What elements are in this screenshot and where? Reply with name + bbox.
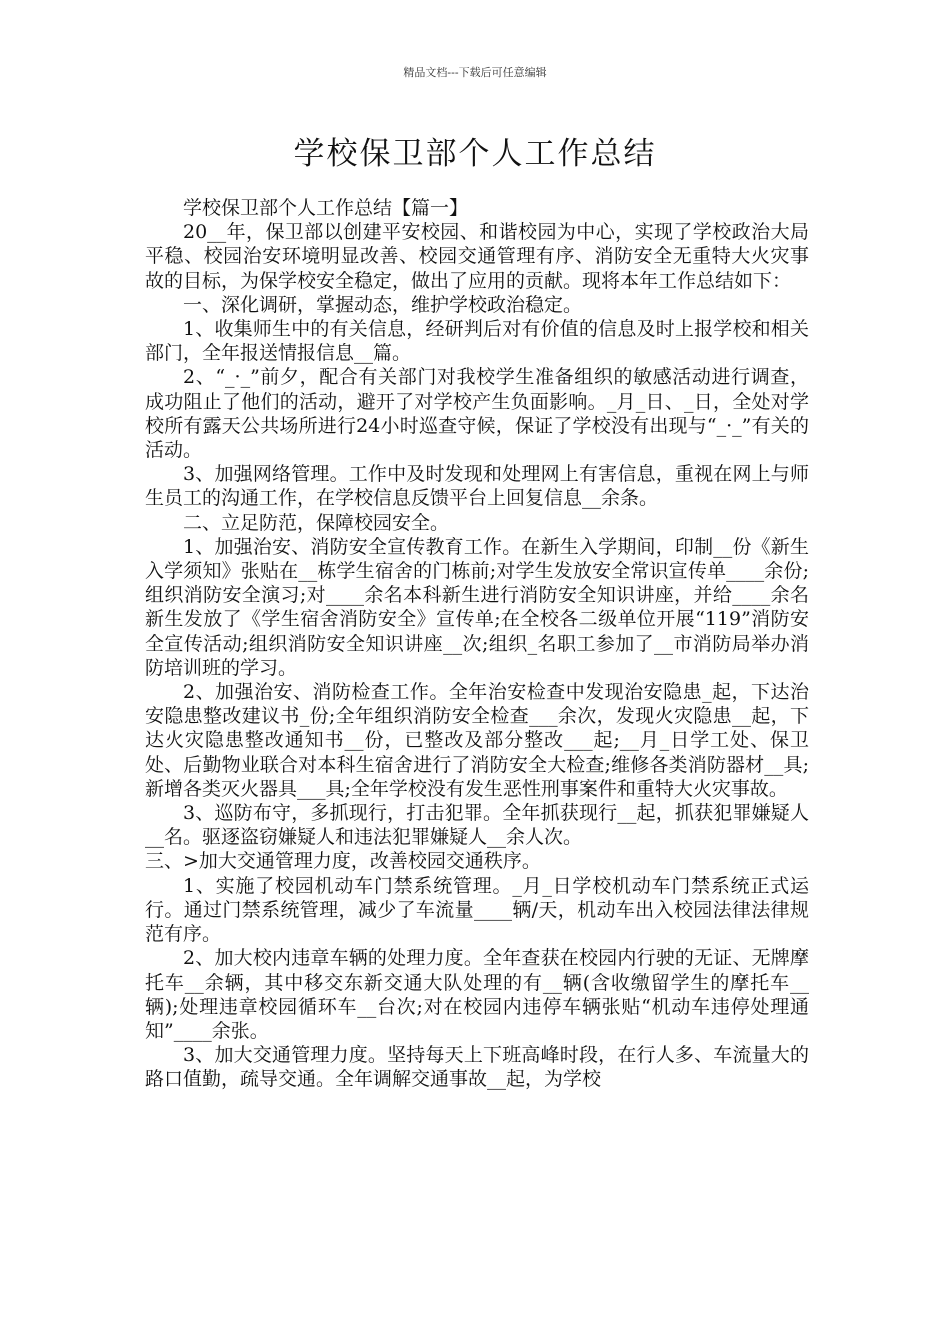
header-note: 精品文档---下载后可任意编辑: [403, 66, 547, 79]
body-paragraph: 3、巡防布守，多抓现行，打击犯罪。全年抓获现行__起，抓获犯罪嫌疑人__名。驱逐盗窃嫌疑人和违法犯罪嫌疑人__余人次。: [145, 802, 809, 849]
body-paragraph: 1、收集师生中的有关信息，经研判后对有价值的信息及时上报学校和相关部门，全年报送情报信息__篇。: [145, 318, 809, 365]
body-paragraph: 3、加强网络管理。工作中及时发现和处理网上有害信息，重视在网上与师生员工的沟通工作，在学校信息反馈平台上回复信息__余条。: [145, 463, 809, 510]
body-paragraph: 2、“_·_”前夕，配合有关部门对我校学生准备组织的敏感活动进行调查，成功阻止了他们的活动，避开了对学校产生负面影响。_月_日、_日，全处对学校所有露天公共场所进行24小时巡查守候，保证了学校没有出现与“_·_”有关的活动。: [145, 366, 809, 462]
section-heading: 一、深化调研，掌握动态，维护学校政治稳定。: [183, 293, 583, 316]
body-paragraph: 2、加大校内违章车辆的处理力度。全年查获在校园内行驶的无证、无牌摩托车__余辆，其中移交东新交通大队处理的有__辆(含收缴留学生的摩托车__辆);处理违章校园循环车__台次;对在校园内违停车辆张贴“机动车违停处理通知”____余张。: [145, 947, 809, 1042]
body-paragraph: 1、实施了校园机动车门禁系统管理。_月_日学校机动车门禁系统正式运行。通过门禁系统管理，减少了车流量____辆/天，机动车出入校园法律法律规范有序。: [145, 874, 809, 946]
section-heading: 三、>加大交通管理力度，改善校园交通秩序。: [145, 850, 541, 873]
section-heading: 学校保卫部个人工作总结【篇一】: [183, 197, 469, 219]
body-paragraph: 1、加强治安、消防安全宣传教育工作。在新生入学期间，印制__份《新生入学须知》张贴在__栋学生宿舍的门栋前;对学生发放安全常识宣传单____余份;组织消防安全演习;对____余名本科新生进行消防安全知识讲座，并给____余名新生发放了《学生宿舍消防安全》宣传单;在全校各二级单位开展“119”消防安全宣传活动;组织消防安全知识讲座__次;组织_名职工参加了__市消防局举办消防培训班的学习。: [145, 535, 809, 679]
section-heading: 二、立足防范，保障校园安全。: [183, 511, 450, 534]
body-paragraph: 2、加强治安、消防检查工作。全年治安检查中发现治安隐患_起，下达治安隐患整改建议书_份;全年组织消防安全检查___余次，发现火灾隐患__起，下达火灾隐患整改通知书__份，已整改及部分整改___起;__月_日学工处、保卫处、后勤物业联合对本科生宿舍进行了消防安全大检查;维修各类消防器材__具;新增各类灭火器具___具;全年学校没有发生恶性刑事案件和重特大火灾事故。: [145, 681, 809, 800]
body-paragraph: 3、加大交通管理力度。坚持每天上下班高峰时段，在行人多、车流量大的路口值勤，疏导交通。全年调解交通事故__起，为学校: [145, 1044, 809, 1091]
document-body: [145, 196, 809, 1092]
intro-paragraph: 20__年，保卫部以创建平安校园、和谐校园为中心，实现了学校政治大局平稳、校园治安环境明显改善、校园交通管理有序、消防安全无重特大火灾事故的目标，为保学校安全稳定，做出了应用的贡献。现将本年工作总结如下：: [145, 221, 809, 292]
document-title: 学校保卫部个人工作总结: [293, 136, 657, 172]
